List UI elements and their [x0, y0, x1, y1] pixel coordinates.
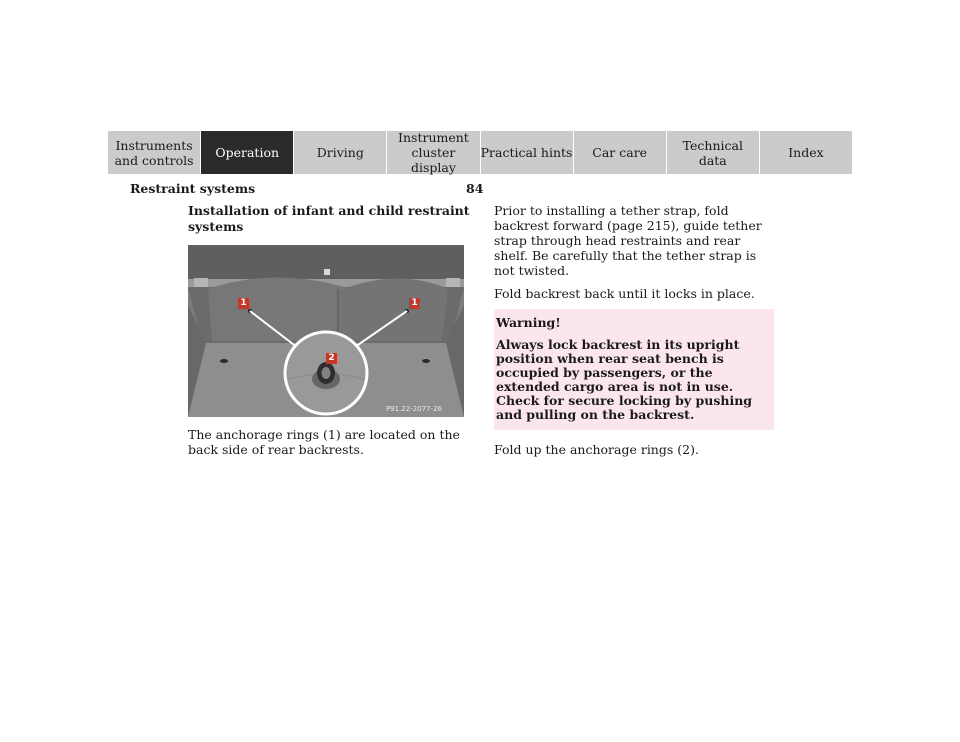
- tether-strap-text: Prior to installing a tether strap, fold backrest forward (page 215), guide tether strap through head restraints and rear shelf. Be carefully that the tether strap is not twisted.: [494, 203, 762, 278]
- callout-anchorage-ring-folded: 2: [326, 353, 337, 364]
- tab-driving[interactable]: [294, 131, 387, 174]
- tab-label: Index: [788, 145, 824, 160]
- tab-car-care[interactable]: [574, 131, 667, 174]
- tab-label: Instruments and controls: [114, 137, 194, 168]
- section-heading: Installation of infant and child restraint systems: [188, 203, 470, 234]
- callout-anchorage-ring-left: 1: [238, 298, 249, 309]
- tab-index[interactable]: [760, 131, 852, 174]
- right-column: [494, 203, 774, 465]
- warning-box: [494, 309, 774, 430]
- section-title: Restraint systems: [130, 181, 256, 196]
- tab-label: Car care: [592, 145, 648, 160]
- fold-up-rings-text: Fold up the anchorage rings (2).: [494, 442, 699, 457]
- callout-anchorage-ring-right: 1: [409, 298, 420, 309]
- anchorage-rings-figure: [188, 245, 464, 417]
- figure-code: P91.22-2077-26: [385, 405, 442, 413]
- tab-label: Technical data: [682, 137, 743, 168]
- tab-label: Operation: [215, 145, 280, 160]
- tab-label: Instrument cluster display: [398, 130, 469, 175]
- warning-text: Always lock backrest in its upright position when rear seat bench is occupied by passengers, or the extended cargo area is not in use. Check for secure locking by pushing and pulling on the backrest.: [496, 337, 753, 422]
- section-nav: [108, 131, 852, 174]
- left-column: [188, 203, 473, 465]
- page-number: 84: [466, 181, 484, 196]
- tab-label: Practical hints: [480, 145, 573, 160]
- tab-instruments-and-controls[interactable]: [108, 131, 201, 174]
- cargo-area-illustration: [188, 245, 464, 417]
- tab-practical-hints[interactable]: [481, 131, 574, 174]
- anchorage-rings-text: The anchorage rings (1) are located on the back side of rear backrests.: [188, 427, 460, 457]
- tab-label: Driving: [316, 145, 364, 160]
- tab-technical-data[interactable]: [667, 131, 760, 174]
- tab-instrument-cluster-display[interactable]: [387, 131, 480, 174]
- tab-operation[interactable]: [201, 131, 294, 174]
- warning-title: Warning!: [496, 315, 561, 330]
- fold-backrest-text: Fold backrest back until it locks in place.: [494, 286, 755, 301]
